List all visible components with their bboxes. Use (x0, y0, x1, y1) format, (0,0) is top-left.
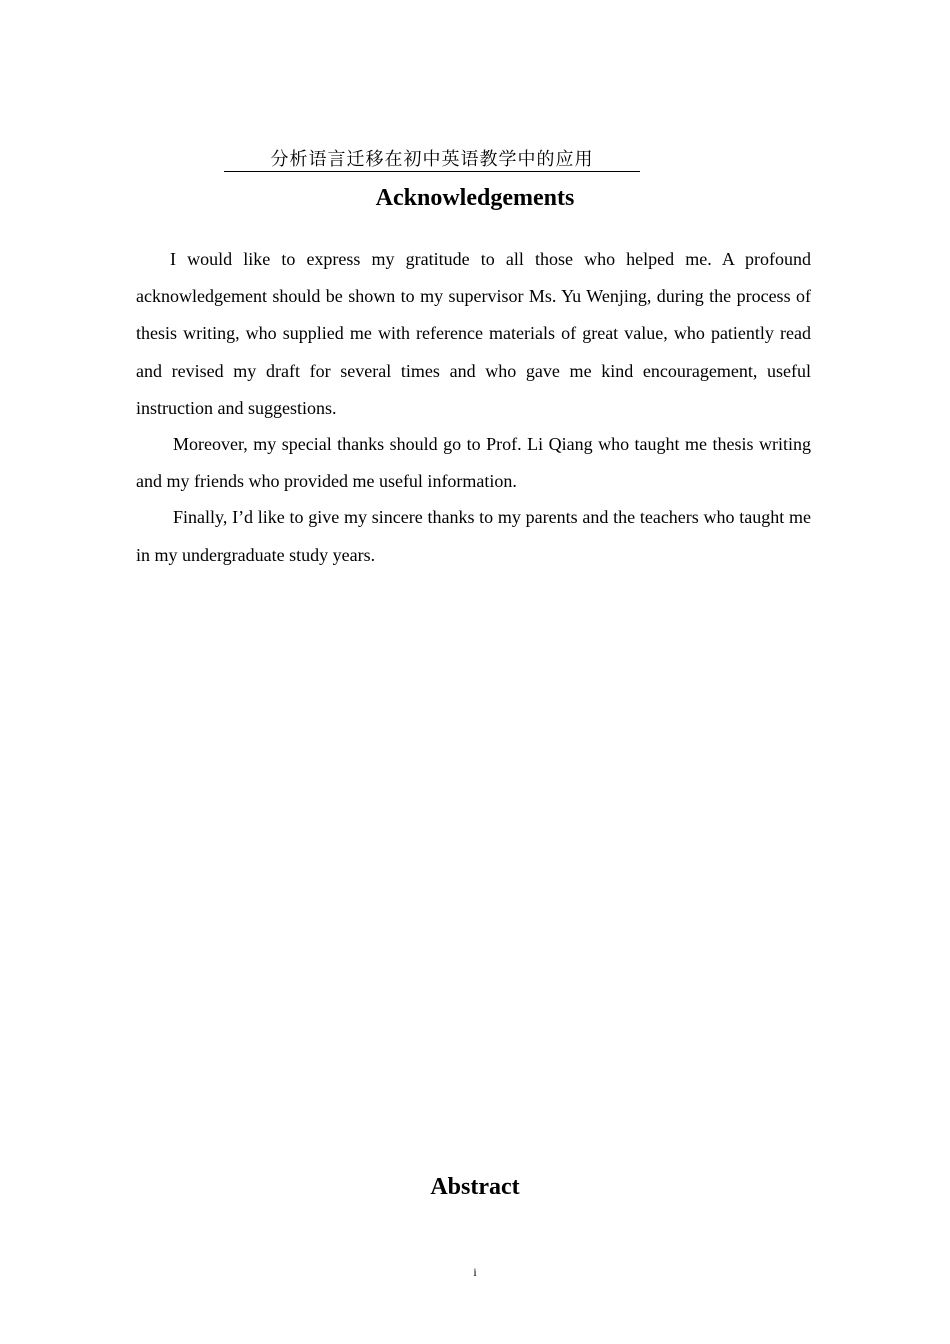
acknowledgements-paragraph: I would like to express my gratitude to all those who helped me. A profound acknowledgement should be shown to my supervisor Ms. Yu Wenjing, during the process of thesis writing, who supplied me with reference materials of great value, who patiently read and revised my draft for several times and who gave me kind encouragement, useful instruction and suggestions. (136, 249, 811, 418)
acknowledgements-body (136, 241, 811, 573)
acknowledgements-heading: Acknowledgements (375, 185, 575, 211)
acknowledgements-paragraph: Finally, I’d like to give my sincere thanks to my parents and the teachers who taught me in my undergraduate study years. (136, 507, 811, 565)
abstract-heading: Abstract (430, 1174, 520, 1200)
thesis-title-header: 分析语言迁移在初中英语教学中的应用 (224, 148, 640, 172)
acknowledgements-paragraph: Moreover, my special thanks should go to Prof. Li Qiang who taught me thesis writing and my friends who provided me useful information. (136, 434, 811, 492)
page-number: i (473, 1265, 477, 1279)
